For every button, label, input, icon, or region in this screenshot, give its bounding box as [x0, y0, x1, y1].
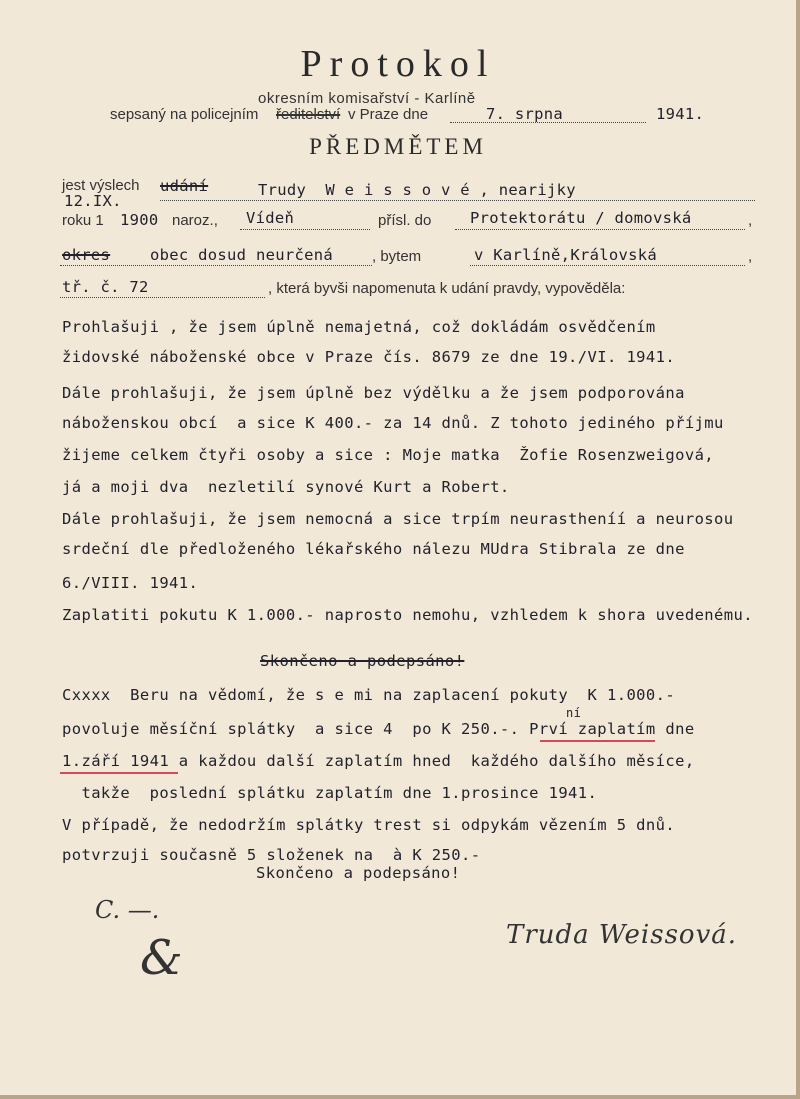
- struck-okres: okres: [62, 246, 111, 264]
- protocol-year: 1941.: [656, 105, 705, 123]
- office-line: okresním komisařství - Karlíně: [258, 90, 476, 107]
- closing-statement: Skončeno a podepsáno!: [256, 864, 461, 882]
- testimony-line-4: náboženskou obcí a sice K 400.- za 14 dnů. Z tohoto jediného příjmu: [62, 414, 724, 432]
- testimony-line-3: Dále prohlašuji, že jsem úplně bez výdělku a že jsem podporována: [62, 384, 685, 402]
- red-underline-1: [540, 740, 655, 742]
- testimony-line-1: Prohlašuji , že jsem úplně nemajetná, což dokládám osvědčením: [62, 318, 656, 336]
- testimony-line-9: 6./VIII. 1941.: [62, 574, 199, 592]
- birth-year: 1900: [120, 211, 159, 229]
- signature: Truda Weissová.: [506, 920, 738, 950]
- birth-place: Vídeň: [246, 209, 295, 227]
- struck-closing-heading: Skončeno a podepsáno!: [260, 652, 465, 670]
- document-title: Protokol: [300, 43, 496, 85]
- testimony-line-2: židovské náboženské obce v Praze čís. 8679 ze dne 19./VI. 1941.: [62, 348, 676, 366]
- testimony-line-7: Dále prohlašuji, že jsem nemocná a sice trpím neurastheníí a neurosou: [62, 510, 734, 528]
- birth-date: 12.IX.: [64, 192, 122, 210]
- testimony-line-10: Zaplatiti pokutu K 1.000.- naprosto nemohu, vzhledem k shora uvedenému.: [62, 606, 753, 624]
- roku-label: roku 1: [62, 212, 104, 229]
- naroz-label: naroz.,: [172, 212, 218, 229]
- installment-line-1: Cxxxx Beru na vědomí, že s e mi na zaplacení pokuty K 1.000.-: [62, 686, 676, 704]
- red-underline-2: [60, 772, 178, 774]
- protocol-date: 7. srpna: [486, 105, 564, 123]
- installment-line-6: potvrzuji současně 5 složenek na à K 250.-: [62, 846, 481, 864]
- section-subtitle: PŘEDMĚTEM: [309, 134, 487, 159]
- comma: ,: [748, 212, 753, 229]
- obec-status: obec dosud neurčená: [150, 246, 334, 264]
- struck-udani: udání: [160, 177, 209, 195]
- prisl-label: přísl. do: [378, 212, 432, 229]
- street-number: tř. č. 72: [62, 278, 149, 296]
- v-praze-dne: v Praze dne: [348, 106, 429, 123]
- struck-reditelstvi: ředitelství: [276, 106, 341, 123]
- vyslech-label: jest výslech: [62, 177, 140, 194]
- belonging: Protektorátu / domovská: [470, 209, 692, 227]
- installment-line-3: 1.září 1941 a každou další zaplatím hned každého dalšího měsíce,: [62, 752, 695, 770]
- installment-line-2: povoluje měsíční splátky a sice 4 po K 250.-. Prví zaplatím dne: [62, 720, 695, 738]
- installment-line-4: takže poslední splátku zaplatím dne 1.prosince 1941.: [62, 784, 598, 802]
- comma: ,: [748, 248, 753, 265]
- sepsany-prefix: sepsaný na policejním: [110, 106, 259, 123]
- address: v Karlíně,Královská: [474, 246, 658, 264]
- superscript-ni: ní: [566, 706, 582, 720]
- official-initials: C. —.: [95, 896, 160, 924]
- testimony-line-8: srdeční dle předloženého lékařského nálezu MUdra Stibrala ze dne: [62, 540, 685, 558]
- respondent-name: Trudy W e i s s o v é , nearijky: [258, 181, 576, 199]
- testimony-line-6: já a moji dva nezletilí synové Kurt a Robert.: [62, 478, 510, 496]
- testimony-line-5: žijeme celkem čtyři osoby a sice : Moje matka Žofie Rosenzweigová,: [62, 446, 715, 464]
- bytem-label: , bytem: [372, 248, 422, 265]
- admonition-text: , která byvši napomenuta k udání pravdy, vypověděla:: [268, 280, 626, 297]
- witness-mark: &: [140, 930, 183, 986]
- installment-line-5: V případě, že nedodržím splátky trest si odpykám vězením 5 dnů.: [62, 816, 676, 834]
